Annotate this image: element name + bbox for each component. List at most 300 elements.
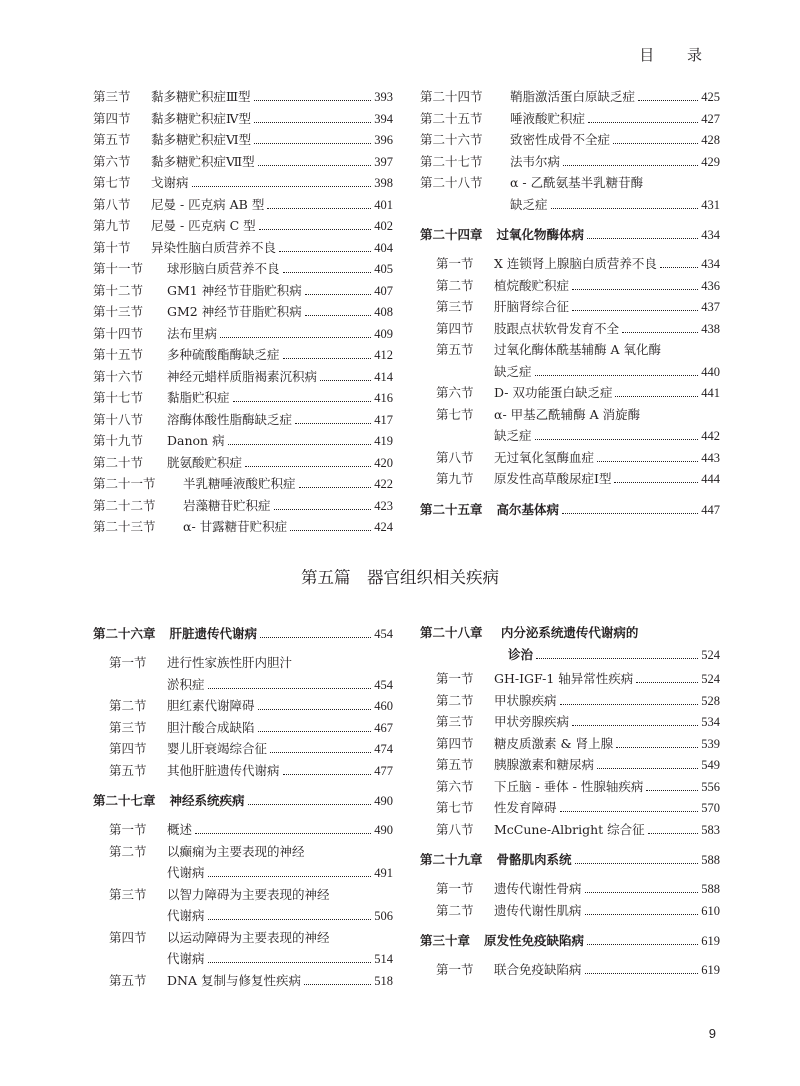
page-ref: 412 [374, 348, 393, 362]
page-ref: 534 [701, 715, 720, 729]
chapter-title: 神经系统疾病 [169, 793, 245, 808]
toc-entry-continuation[interactable] [93, 674, 393, 696]
section-number: 第五节 [109, 972, 147, 988]
chapter-title: 原发性免疫缺陷病 [484, 933, 585, 948]
page-ref: 528 [701, 693, 720, 708]
page-ref: 619 [701, 934, 720, 948]
section-title: 异染性脑白质营养不良 [151, 239, 277, 255]
toc-entry[interactable] [93, 280, 393, 302]
dot-leader [258, 724, 372, 732]
chapter-number: 第二十九章 [420, 852, 483, 867]
toc-entry[interactable] [93, 717, 393, 739]
dot-leader [597, 454, 698, 462]
page-ref: 398 [374, 176, 393, 190]
dot-leader [270, 745, 371, 753]
section-title: 联合免疫缺陷病 [494, 962, 582, 977]
page-ref: 431 [701, 197, 720, 212]
toc-entry-continuation[interactable] [93, 948, 393, 970]
chapter-heading[interactable] [420, 498, 720, 522]
toc-entry-continuation[interactable] [93, 862, 393, 884]
dot-leader [563, 158, 698, 166]
toc-column-top-right [420, 86, 720, 528]
toc-entry[interactable] [420, 690, 720, 712]
section-title: 进行性家族性肝内胆汁 [167, 655, 293, 670]
section-number: 第二节 [109, 843, 147, 859]
toc-entry[interactable] [93, 819, 393, 841]
section-number: 第五节 [436, 342, 474, 357]
toc-entry[interactable] [420, 129, 720, 151]
page-ref: 474 [374, 742, 393, 756]
dot-leader [220, 330, 371, 338]
section-title: 法韦尔病 [510, 153, 561, 169]
section-title-continuation: 代谢病 [167, 865, 205, 880]
page-ref: 447 [701, 502, 720, 517]
dot-leader [585, 907, 699, 915]
section-number: 第二十六节 [420, 132, 483, 147]
page-ref: 549 [701, 758, 720, 772]
dot-leader [320, 373, 371, 381]
toc-entry[interactable] [420, 468, 720, 490]
dot-leader [562, 506, 698, 514]
toc-entry[interactable] [420, 819, 720, 841]
section-title: 戈谢病 [151, 175, 189, 190]
page-ref: 423 [374, 498, 393, 513]
section-title: α- 甲基乙酰辅酶 A 消旋酶 [494, 406, 641, 422]
toc-entry[interactable] [420, 275, 720, 297]
chapter-number: 第三十章 [420, 933, 471, 948]
dot-leader [195, 826, 371, 834]
dot-leader [587, 231, 698, 239]
section-title: 概述 [167, 822, 193, 837]
toc-entry[interactable] [420, 172, 720, 194]
toc-entry[interactable] [93, 344, 393, 366]
toc-entry[interactable] [420, 296, 720, 318]
section-number: 第十四节 [93, 325, 144, 341]
toc-entry[interactable] [93, 215, 393, 237]
toc-entry[interactable] [93, 884, 393, 906]
dot-leader [585, 966, 699, 974]
section-number: 第十八节 [93, 411, 144, 427]
section-title: X 连锁肾上腺脑白质营养不良 [494, 256, 657, 271]
section-number: 第三节 [109, 886, 147, 902]
toc-entry[interactable] [93, 927, 393, 949]
dot-leader [259, 222, 372, 230]
section-title-continuation: 缺乏症 [494, 363, 532, 379]
section-title: 黏多糖贮积症Ⅲ型 [151, 89, 251, 104]
section-title: 婴儿肝衰竭综合征 [167, 741, 268, 756]
toc-entry[interactable] [420, 339, 720, 361]
dot-leader [572, 303, 698, 311]
section-title: 球形脑白质营养不良 [167, 261, 280, 276]
toc-entry[interactable] [93, 86, 393, 108]
dot-leader [572, 282, 698, 290]
section-number: 第九节 [93, 218, 131, 233]
section-title: 原发性高草酸尿症Ⅰ型 [494, 471, 612, 486]
toc-entry[interactable] [93, 695, 393, 717]
chapter-number: 第二十六章 [93, 626, 156, 641]
section-title: 尼曼 - 匹克病 C 型 [151, 218, 256, 233]
dot-leader [283, 265, 372, 273]
header-title: 目 录 [639, 46, 716, 64]
section-number: 第四节 [109, 741, 147, 756]
dot-leader [305, 287, 372, 295]
toc-entry[interactable] [93, 473, 393, 495]
toc-entry[interactable] [93, 387, 393, 409]
page-ref: 477 [374, 763, 393, 778]
dot-leader [208, 912, 372, 920]
dot-leader [585, 885, 699, 893]
page-ref: 424 [374, 520, 393, 534]
toc-entry-continuation[interactable] [93, 905, 393, 927]
dot-leader [254, 93, 372, 101]
section-title: 黏多糖贮积症Ⅶ型 [151, 153, 255, 169]
section-number: 第六节 [93, 153, 131, 169]
section-title: 半乳糖唾液酸贮积症 [183, 476, 296, 491]
dot-leader [560, 697, 699, 705]
section-number: 第六节 [436, 385, 474, 400]
dot-leader [254, 115, 371, 123]
page-ref: 417 [374, 412, 393, 427]
section-number: 第五节 [93, 132, 131, 147]
page-ref: 539 [701, 736, 720, 751]
toc-entry[interactable] [420, 318, 720, 340]
section-number: 第十七节 [93, 390, 144, 405]
toc-entry[interactable] [420, 447, 720, 469]
chapter-heading[interactable] [420, 622, 720, 666]
dot-leader [535, 432, 699, 440]
page-ref: 427 [701, 111, 720, 126]
page-ref: 490 [374, 794, 393, 808]
section-title: McCune-Albright 综合征 [494, 821, 645, 837]
section-title: 胰腺激素和糖尿病 [494, 757, 595, 772]
page-ref: 588 [701, 853, 720, 867]
toc-entry[interactable] [93, 841, 393, 863]
toc-entry[interactable] [420, 711, 720, 733]
toc-entry[interactable] [420, 151, 720, 173]
section-number: 第十五节 [93, 347, 144, 362]
chapter-title: 肝脏遗传代谢病 [169, 626, 258, 641]
toc-entry-continuation[interactable] [420, 361, 720, 383]
toc-entry[interactable] [93, 108, 393, 130]
toc-entry[interactable] [93, 430, 393, 452]
section-title: 胆红素代谢障碍 [167, 698, 255, 713]
toc-entry[interactable] [93, 652, 393, 674]
page-ref: 402 [374, 219, 393, 233]
page-ref: 397 [374, 154, 393, 169]
section-number: 第二十八节 [420, 175, 483, 190]
page-ref: 442 [701, 429, 720, 443]
page-number: 9 [708, 1026, 716, 1041]
dot-leader [233, 394, 372, 402]
toc-entry[interactable] [93, 237, 393, 259]
toc-entry[interactable] [93, 760, 393, 782]
dot-leader [290, 523, 371, 531]
dot-leader [260, 630, 371, 638]
section-title: 溶酶体酸性脂酶缺乏症 [167, 411, 293, 427]
chapter-title: 内分泌系统遗传代谢病的 [500, 625, 639, 640]
section-number: 第十六节 [93, 368, 144, 384]
dot-leader [258, 702, 372, 710]
section-number: 第九节 [436, 471, 474, 486]
section-title-continuation: 淤积症 [167, 676, 205, 692]
section-title: α - 乙酰氨基半乳糖苷酶 [510, 175, 644, 190]
page-ref: 524 [701, 648, 720, 662]
dot-leader [274, 502, 372, 510]
dot-leader [258, 158, 372, 166]
dot-leader [560, 804, 699, 812]
chapter-number: 第二十七章 [93, 793, 156, 808]
toc-entry[interactable] [420, 253, 720, 275]
chapter-heading[interactable] [420, 223, 720, 247]
part-heading: 第五篇 器官组织相关疾病 [301, 568, 499, 587]
section-number: 第五节 [109, 762, 147, 778]
section-title: 其他肝脏遗传代谢病 [167, 762, 280, 778]
page-ref: 467 [374, 720, 393, 735]
section-title: 肝脑肾综合征 [494, 299, 570, 314]
section-title: 遗传代谢性骨病 [494, 881, 582, 896]
section-title: D- 双功能蛋白缺乏症 [494, 385, 613, 400]
section-number: 第二十四节 [420, 89, 483, 104]
section-title: α- 甘露糖苷贮积症 [183, 519, 288, 534]
page-ref: 588 [701, 882, 720, 896]
dot-leader [572, 718, 698, 726]
page-ref: 396 [374, 133, 393, 147]
toc-entry-continuation[interactable] [420, 194, 720, 216]
page-ref: 422 [374, 477, 393, 491]
dot-leader [208, 869, 372, 877]
section-number: 第三节 [93, 89, 131, 104]
page-ref: 524 [701, 672, 720, 686]
dot-leader [587, 937, 698, 945]
dot-leader [588, 115, 698, 123]
dot-leader [208, 681, 372, 689]
section-number: 第八节 [93, 196, 131, 212]
section-title: 下丘脑 - 垂体 - 性腺轴疾病 [494, 778, 644, 794]
section-number: 第一节 [436, 881, 474, 896]
chapter-number: 第二十四章 [420, 227, 483, 242]
section-number: 第一节 [436, 671, 474, 686]
toc-entry[interactable] [93, 323, 393, 345]
section-title: GM2 神经节苷脂贮积病 [167, 304, 302, 319]
section-title: 多种硫酸酯酶缺乏症 [167, 347, 280, 362]
page-ref: 460 [374, 699, 393, 713]
toc-entry[interactable] [420, 776, 720, 798]
section-title-continuation: 缺乏症 [510, 196, 548, 212]
toc-entry[interactable] [93, 366, 393, 388]
section-title: DNA 复制与修复性疾病 [167, 972, 301, 988]
page-ref: 414 [374, 369, 393, 384]
section-title: 甲状旁腺疾病 [494, 714, 570, 729]
dot-leader [597, 761, 698, 769]
section-title: 黏多糖贮积症Ⅳ型 [151, 110, 251, 126]
page-ref: 440 [701, 364, 720, 379]
section-title: 唾液酸贮积症 [510, 110, 586, 126]
section-number: 第十一节 [93, 261, 144, 276]
section-number: 第四节 [93, 110, 131, 126]
section-title: 黏多糖贮积症Ⅵ型 [151, 132, 252, 147]
section-number: 第二节 [436, 902, 474, 918]
section-number: 第七节 [93, 175, 131, 190]
section-title: GM1 神经节苷脂贮积病 [167, 282, 302, 298]
page-ref: 420 [374, 455, 393, 470]
dot-leader [248, 797, 372, 805]
section-title: 以癫痫为主要表现的神经 [167, 843, 305, 859]
section-number: 第十节 [93, 239, 131, 255]
toc-entry[interactable] [420, 878, 720, 900]
section-number: 第四节 [436, 735, 474, 751]
section-number: 第三节 [436, 714, 474, 729]
section-number: 第二节 [436, 277, 474, 293]
section-number: 第一节 [436, 256, 474, 271]
page-ref: 393 [374, 90, 393, 104]
toc-entry[interactable] [93, 129, 393, 151]
section-title: 岩藻糖苷贮积症 [183, 497, 271, 513]
chapter-number: 第二十五章 [420, 501, 483, 517]
section-title-continuation: 缺乏症 [494, 428, 532, 443]
chapter-heading[interactable] [93, 789, 393, 813]
dot-leader [613, 136, 698, 144]
section-number: 第八节 [436, 449, 474, 465]
toc-entry[interactable] [420, 900, 720, 922]
dot-leader [638, 93, 698, 101]
section-number: 第二十七节 [420, 153, 483, 169]
toc-entry[interactable] [93, 194, 393, 216]
section-number: 第五节 [436, 757, 474, 772]
section-number: 第三节 [436, 299, 474, 314]
toc-entry[interactable] [93, 258, 393, 280]
section-title: 尼曼 - 匹克病 AB 型 [151, 196, 265, 212]
page-ref: 491 [374, 866, 393, 880]
page-ref: 405 [374, 262, 393, 276]
section-number: 第二节 [109, 698, 147, 713]
chapter-number: 第二十八章 [420, 625, 483, 640]
page-ref: 429 [701, 154, 720, 169]
page-ref: 583 [701, 822, 720, 837]
section-number: 第二十五节 [420, 110, 483, 126]
dot-leader [536, 651, 698, 659]
section-title: GH-IGF-1 轴异常性疾病 [494, 671, 634, 686]
toc-entry[interactable] [420, 797, 720, 819]
toc-entry[interactable] [420, 754, 720, 776]
section-title: 植烷酸贮积症 [494, 277, 570, 293]
toc-entry[interactable] [93, 301, 393, 323]
page-ref: 438 [701, 321, 720, 336]
dot-leader [660, 260, 698, 268]
toc-entry[interactable] [93, 409, 393, 431]
page-ref: 394 [374, 111, 393, 126]
section-title: 黏脂贮积症 [167, 390, 230, 405]
toc-entry[interactable] [420, 404, 720, 426]
page-ref: 404 [374, 240, 393, 255]
chapter-heading[interactable] [420, 848, 720, 872]
chapter-heading[interactable] [420, 929, 720, 953]
section-title: 肢跟点状软骨发育不全 [494, 320, 620, 336]
section-title: 神经元蜡样质脂褐素沉积病 [167, 368, 318, 384]
page-ref: 518 [374, 973, 393, 988]
page-ref: 419 [374, 434, 393, 448]
page-ref: 407 [374, 283, 393, 298]
section-title: 胱氨酸贮积症 [167, 454, 243, 470]
page-ref: 434 [701, 257, 720, 271]
page-ref: 610 [701, 903, 720, 918]
toc-entry[interactable] [420, 86, 720, 108]
section-number: 第四节 [109, 929, 147, 945]
section-number: 第六节 [436, 778, 474, 794]
page-ref: 441 [701, 386, 720, 400]
chapter-heading[interactable] [93, 622, 393, 646]
page-ref: 437 [701, 300, 720, 314]
section-title: 法布里病 [167, 325, 218, 341]
toc-entry[interactable] [93, 970, 393, 992]
section-title: 过氧化酶体酰基辅酶 A 氧化酶 [494, 342, 661, 357]
page-ref: 454 [374, 677, 393, 692]
section-number: 第二节 [436, 692, 474, 708]
toc-entry[interactable] [93, 172, 393, 194]
section-title: 甲状腺疾病 [494, 692, 557, 708]
toc-entry[interactable] [420, 733, 720, 755]
dot-leader [245, 459, 371, 467]
dot-leader [575, 856, 699, 864]
page-ref: 416 [374, 391, 393, 405]
section-number: 第八节 [436, 821, 474, 837]
section-number: 第三节 [109, 719, 147, 735]
dot-leader [279, 244, 371, 252]
dot-leader [646, 783, 698, 791]
toc-entry-continuation[interactable] [420, 425, 720, 447]
toc-entry[interactable] [93, 452, 393, 474]
page-ref: 425 [701, 90, 720, 104]
chapter-title: 过氧化物酶体病 [496, 227, 585, 242]
section-title: 致密性成骨不全症 [510, 132, 611, 147]
toc-entry[interactable] [93, 738, 393, 760]
section-title-continuation: 代谢病 [167, 951, 205, 966]
toc-entry[interactable] [93, 495, 393, 517]
section-title: 无过氧化氢酶血症 [494, 449, 595, 465]
section-number: 第四节 [436, 320, 474, 336]
dot-leader [614, 475, 698, 483]
chapter-title: 高尔基体病 [496, 501, 560, 517]
toc-entry[interactable] [420, 959, 720, 981]
section-number: 第二十三节 [93, 519, 156, 534]
toc-entry[interactable] [420, 108, 720, 130]
section-title: 性发育障碍 [494, 800, 557, 815]
toc-entry[interactable] [420, 668, 720, 690]
section-title: Danon 病 [167, 433, 225, 448]
toc-entry[interactable] [93, 516, 393, 538]
dot-leader [228, 437, 372, 445]
page-ref: 619 [701, 963, 720, 977]
section-title: 以运动障碍为主要表现的神经 [167, 929, 330, 945]
chapter-title: 骨骼肌肉系统 [496, 852, 572, 867]
dot-leader [208, 955, 372, 963]
dot-leader [648, 826, 699, 834]
toc-entry[interactable] [93, 151, 393, 173]
toc-entry[interactable] [420, 382, 720, 404]
section-title: 胆汁酸合成缺陷 [167, 719, 255, 735]
page-ref: 490 [374, 823, 393, 837]
dot-leader [304, 977, 371, 985]
section-number: 第二十二节 [93, 497, 156, 513]
page-ref: 514 [374, 952, 393, 966]
section-number: 第二十一节 [93, 476, 156, 491]
section-title: 鞘脂激活蛋白原缺乏症 [510, 89, 636, 104]
page-ref: 506 [374, 909, 393, 923]
dot-leader [615, 389, 698, 397]
dot-leader [622, 325, 698, 333]
page-ref: 454 [374, 627, 393, 641]
toc-column-bottom-left [93, 622, 393, 991]
dot-leader [267, 201, 371, 209]
